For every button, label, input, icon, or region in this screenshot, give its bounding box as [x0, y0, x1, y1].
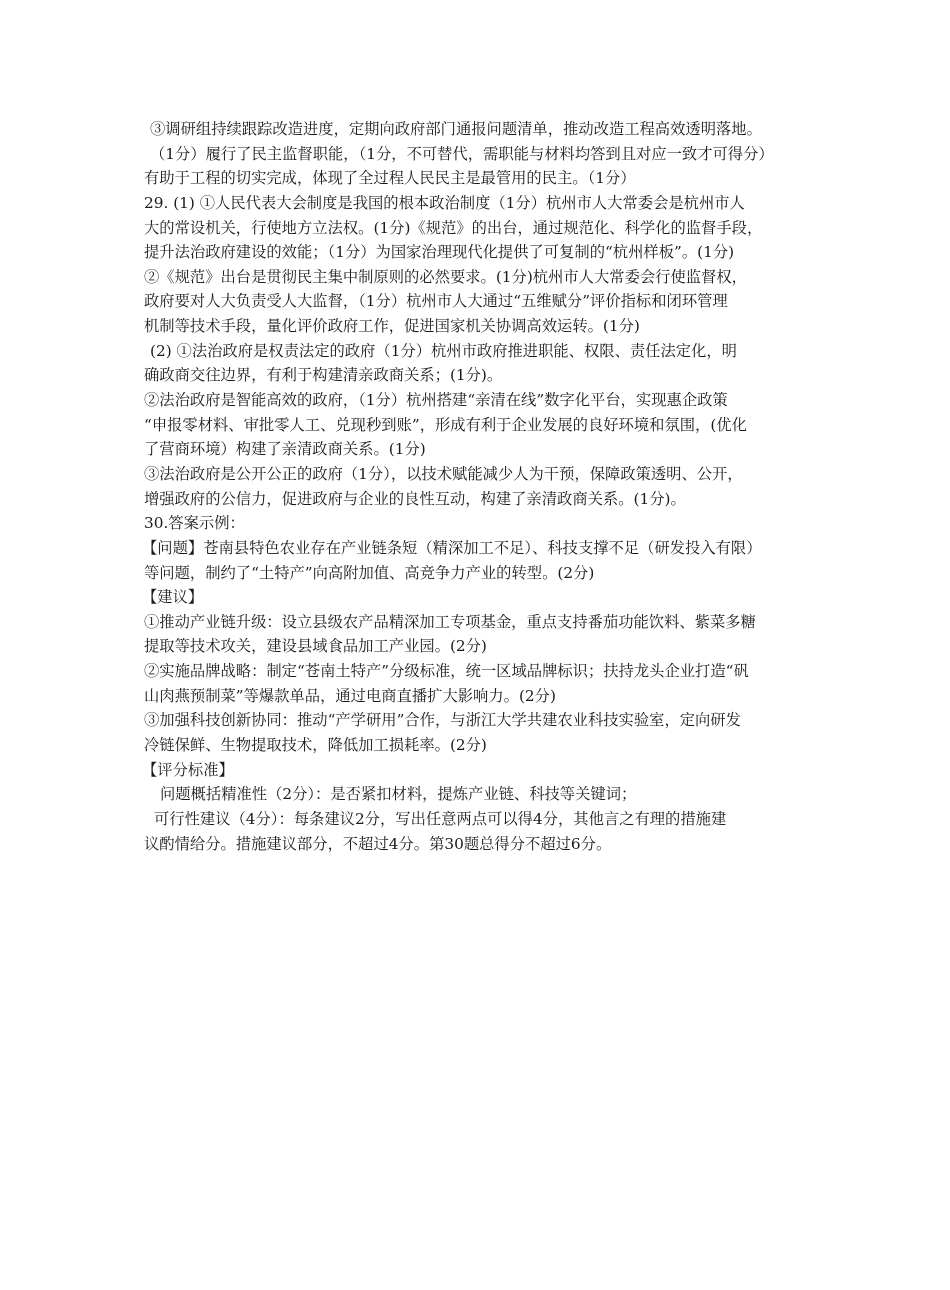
question-29-heading-line: 29. (1) ①人民代表大会制度是我国的根本政治制度（1分）杭州市人大常委会是杭州市人: [144, 193, 745, 212]
scoring-criteria-heading: 【评分标准】: [142, 760, 234, 779]
text-line: ②实施品牌战略：制定“苍南土特产”分级标准，统一区域品牌标识；扶持龙头企业打造“矾: [144, 662, 749, 681]
text-line: 大的常设机关，行使地方立法权。(1分)《规范》的出台，通过规范化、科学化的监督手段，: [144, 218, 763, 237]
text-line: 政府要对人大负责受人大监督，（1分）杭州市人大通过“五维赋分”评价指标和闭环管理: [144, 292, 728, 311]
text-line: (2) ①法治政府是权责法定的政府（1分）杭州市政府推进职能、权限、责任法定化，明: [150, 341, 737, 360]
text-line: ①推动产业链升级：设立县级农产品精深加工专项基金，重点支持番茄功能饮料、紫菜多糖: [144, 612, 756, 631]
text-line: （1分）履行了民主监督职能，（1分，不可替代，需职能与材料均答到且对应一致才可得分）: [150, 144, 774, 163]
text-line: ②法治政府是智能高效的政府，（1分）杭州搭建“亲清在线”数字化平台，实现惠企政策: [144, 391, 728, 410]
answer-key-text: [144, 117, 814, 856]
text-line: 机制等技术手段，量化评价政府工作，促进国家机关协调高效运转。(1分): [144, 317, 640, 336]
text-line: 有助于工程的切实完成，体现了全过程人民民主是最管用的民主。（1分）: [144, 169, 636, 188]
text-line: 冷链保鲜、生物提取技术，降低加工损耗率。(2分): [144, 736, 487, 755]
problem-section-line: 【问题】苍南县特色农业存在产业链条短（精深加工不足）、科技支撑不足（研发投入有限）: [142, 538, 762, 557]
question-30-heading: 30.答案示例：: [144, 514, 245, 533]
text-line: 提升法治政府建设的效能；（1分）为国家治理现代化提供了可复制的“杭州样板”。(1分): [144, 243, 735, 262]
text-line: ②《规范》出台是贯彻民主集中制原则的必然要求。(1分)杭州市人大常委会行使监督权，: [144, 267, 747, 286]
text-line: 问题概括精准性（2分）：是否紧扣材料，提炼产业链、科技等关键词；: [160, 785, 637, 804]
text-line: 增强政府的公信力，促进政府与企业的良性互动，构建了亲清政商关系。(1分)。: [144, 489, 686, 508]
text-line: ③法治政府是公开公正的政府（1分），以技术赋能减少人为干预，保障政策透明、公开，: [144, 464, 743, 483]
text-line: ③调研组持续跟踪改造进度，定期向政府部门通报问题清单，推动改造工程高效透明落地。: [150, 120, 762, 138]
text-line: 议酌情给分。措施建议部分，不超过4分。第30题总得分不超过6分。: [144, 834, 612, 853]
text-line: 山肉燕预制菜”等爆款单品，通过电商直播扩大影响力。(2分): [144, 686, 556, 705]
text-line: 提取等技术攻关，建设县域食品加工产业园。(2分): [144, 637, 487, 656]
text-line: 可行性建议（4分）：每条建议2分，写出任意两点可以得4分，其他言之有理的措施建: [154, 809, 727, 828]
text-line: ③加强科技创新协同：推动“产学研用”合作，与浙江大学共建农业科技实验室，定向研发: [144, 711, 741, 730]
suggestion-section-heading: 【建议】: [142, 588, 204, 607]
text-line: 等问题，制约了“土特产”向高附加值、高竞争力产业的转型。(2分): [144, 563, 595, 582]
text-line: 确政商交往边界，有利于构建清亲政商关系；(1分)。: [144, 366, 503, 385]
text-line: “申报零材料、审批零人工、兑现秒到账”，形成有利于企业发展的良好环境和氛围，(优化: [144, 415, 747, 434]
text-line: 了营商环境）构建了亲清政商关系。(1分): [144, 440, 426, 459]
